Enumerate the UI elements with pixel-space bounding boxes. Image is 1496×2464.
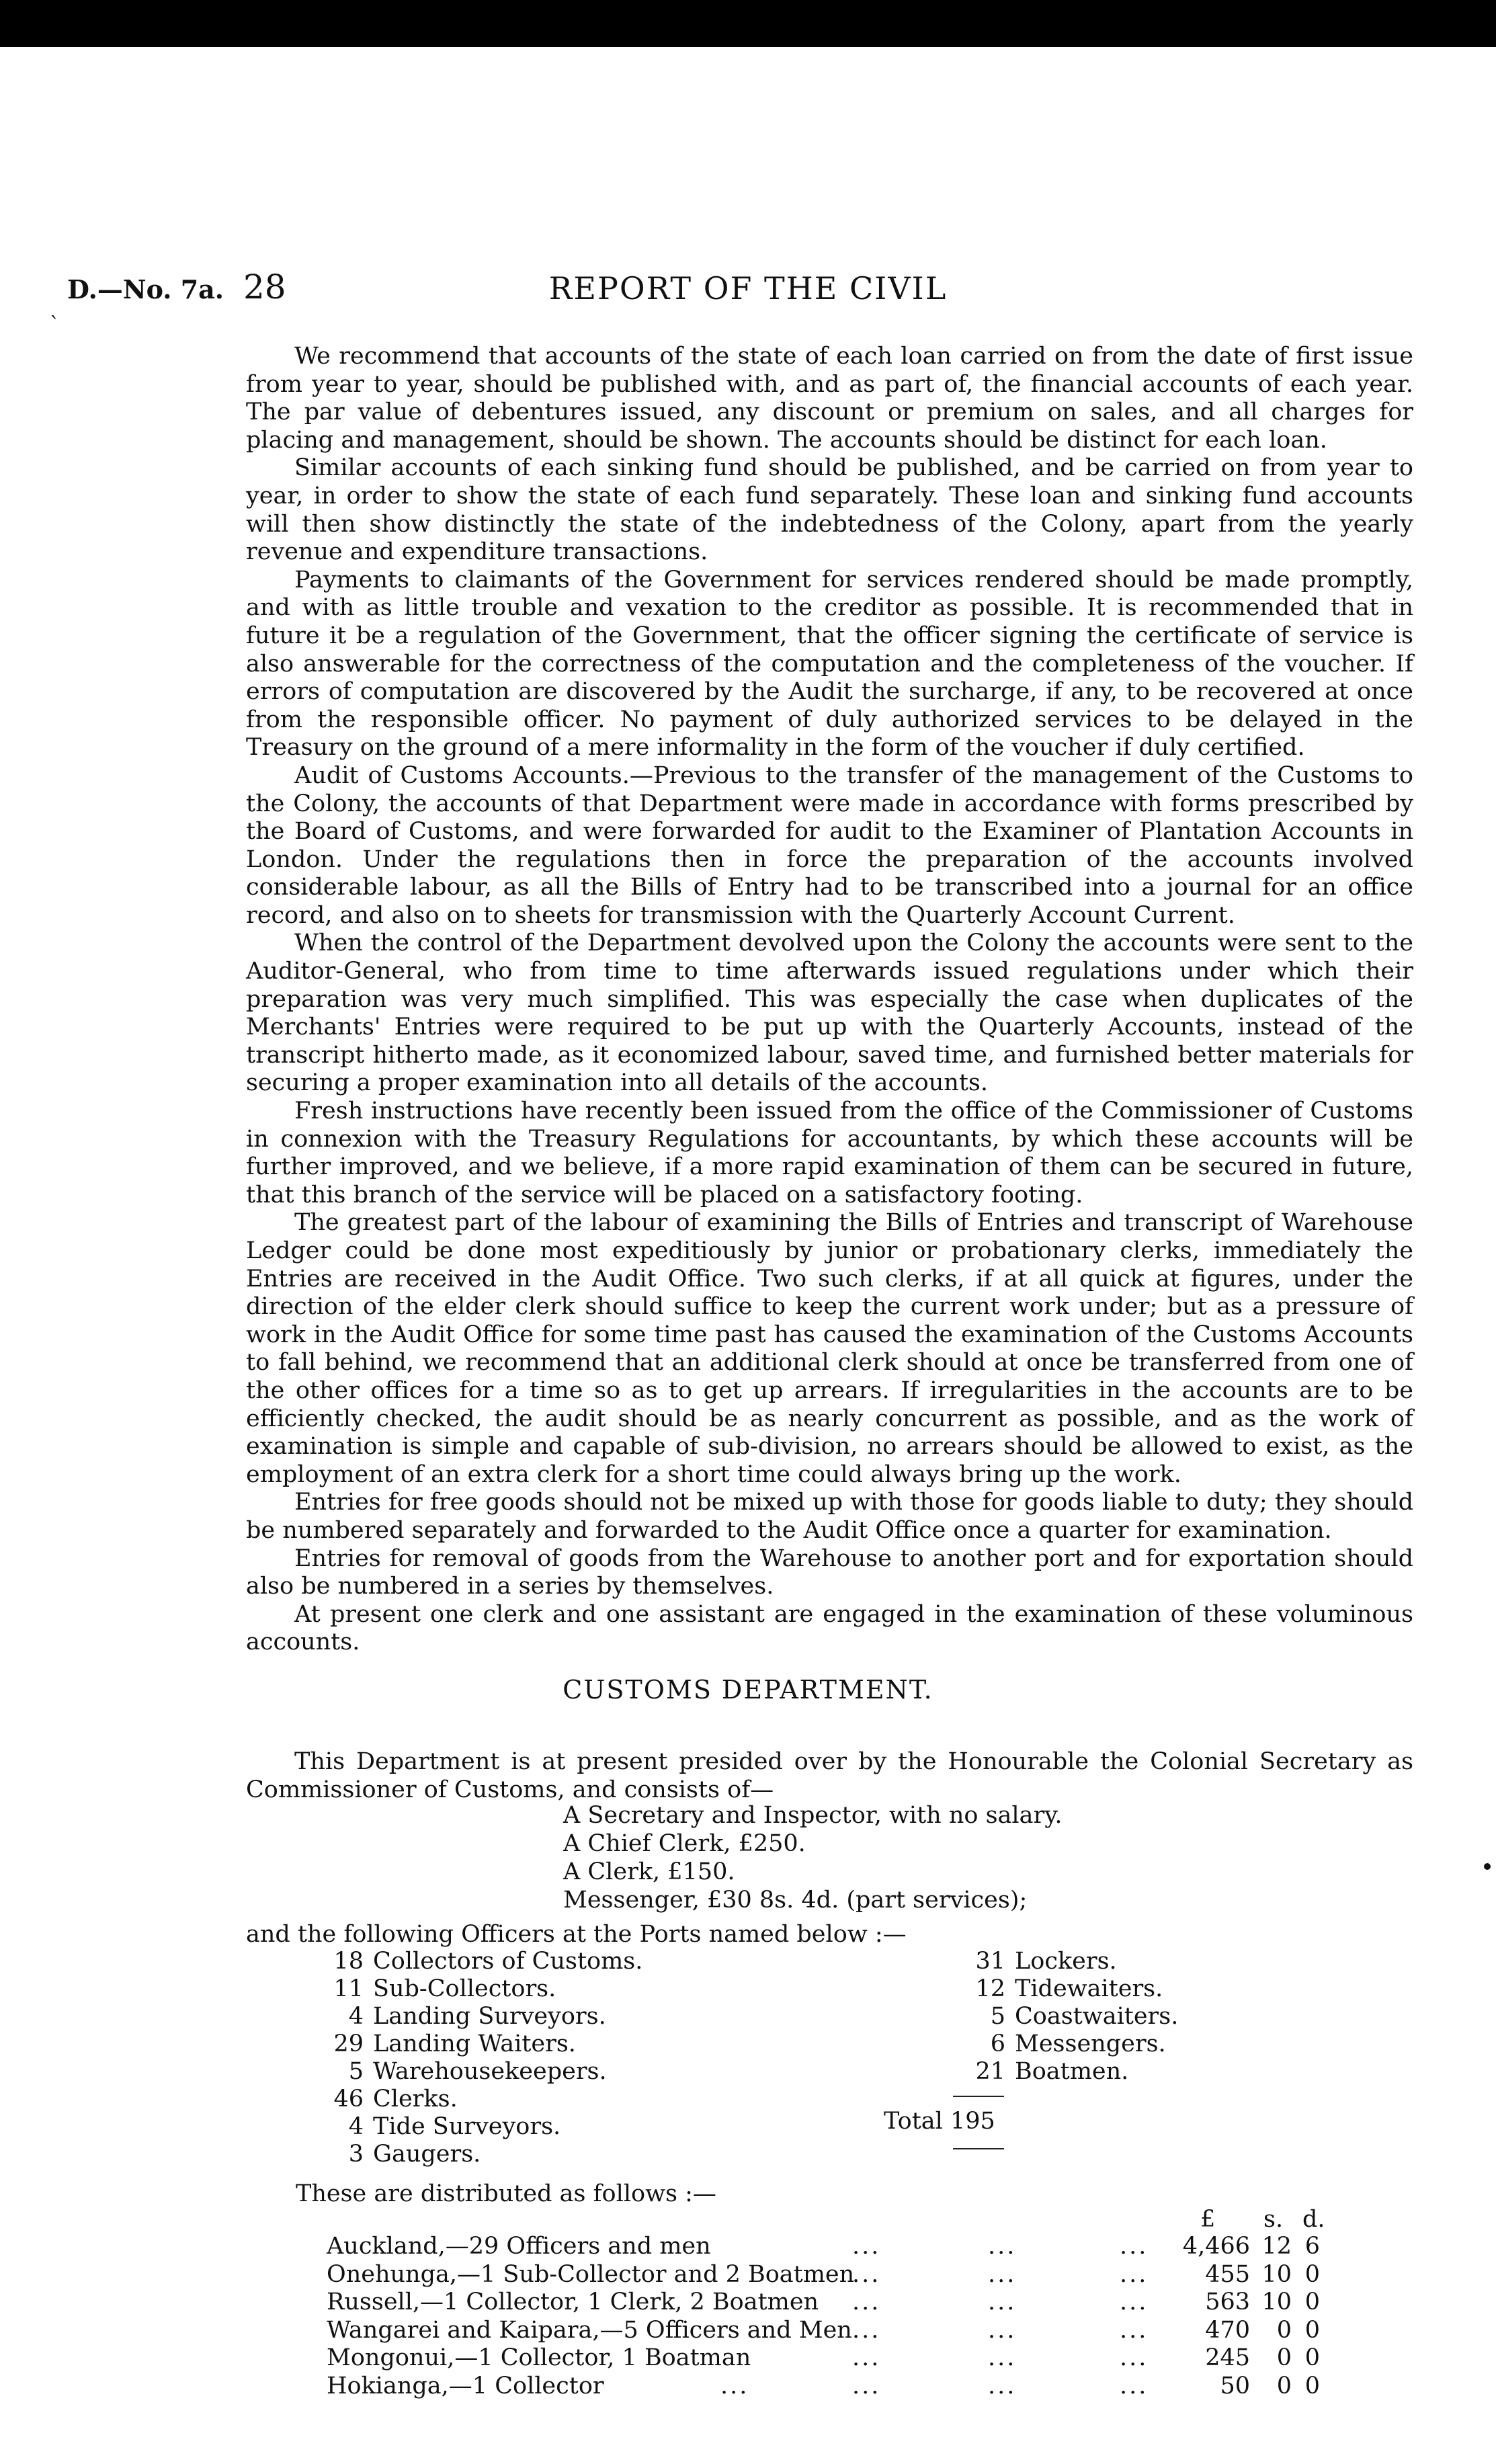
- officers-left-column: [306, 1948, 642, 2168]
- officer-row: 3 Gaugers.: [348, 2141, 481, 2168]
- customs-intro: This Department is at present presided over by the Honourable the Colonial Secretary as Commissioner of Customs, and consists of—: [246, 1748, 1413, 1803]
- officer-row: 5 Warehousekeepers.: [348, 2058, 607, 2085]
- paragraph: Audit of Customs Accounts.—Previous to the transfer of the management of the Customs to the Colony, the accounts of that Department were made in accordance with forms prescribed by the Board of Customs, and were forwarded for audit to the Examiner of Plantation Accounts in London. Under the regulations then in force the preparation of the accounts involved considerable labour, as all the Bills of Entry had to be transcribed into a journal for an office record, and also on to sheets for transmission with the Quarterly Account Current.: [246, 762, 1413, 929]
- officer-row: 29 Landing Waiters.: [333, 2030, 576, 2057]
- officers-right-column: [948, 1948, 1178, 2086]
- total-rule-bottom: [953, 2148, 1004, 2149]
- distribution-row: Russell,—1 Collector, 1 Clerk, 2 Boatmen ... ... ... 563 10 0: [327, 2289, 1320, 2315]
- paragraph: Similar accounts of each sinking fund should be published, and be carried on from year to year, in order to show the state of each fund separately. These loan and sinking fund accounts will then show distinctly the state of the indebtedness of the Colony, apart from the yearly revenue and expenditure transactions.: [246, 454, 1413, 566]
- officer-row: 31 Lockers.: [975, 1948, 1117, 1975]
- staff-item: Messenger, £30 8s. 4d. (part services);: [563, 1887, 1028, 1914]
- staff-item: A Clerk, £150.: [563, 1858, 735, 1885]
- paragraph: Entries for free goods should not be mixed up with those for goods liable to duty; they should be numbered separately and forwarded to the Audit Office once a quarter for examination.: [246, 1489, 1413, 1544]
- pounds-header: £: [1200, 2206, 1216, 2233]
- officer-row: 4 Landing Surveyors.: [348, 2003, 606, 2030]
- scan-top-border: [0, 0, 1496, 47]
- officer-row: 46 Clerks.: [333, 2086, 458, 2112]
- staff-item: A Secretary and Inspector, with no salary.: [563, 1802, 1063, 1829]
- scan-dot: [1484, 1863, 1491, 1870]
- officer-row: 11 Sub-Collectors.: [333, 1975, 556, 2002]
- total-rule-top: [953, 2096, 1004, 2097]
- staff-item: A Chief Clerk, £250.: [563, 1830, 806, 1857]
- officer-row: 18 Collectors of Customs.: [333, 1948, 643, 1975]
- page-header: [0, 268, 1496, 315]
- scan-mark: `: [50, 313, 60, 337]
- paragraph: We recommend that accounts of the state of each loan carried on from the date of first issue from year to year, should be published with, and as part of, the financial accounts of each year. The par value of debentures issued, any discount or premium on sales, and all charges for placing and management, should be shown. The accounts should be distinct for each loan.: [246, 343, 1413, 454]
- officer-row: 12 Tidewaiters.: [975, 1975, 1163, 2002]
- officer-row: 6 Messengers.: [990, 2030, 1166, 2057]
- paragraph: The greatest part of the labour of examining the Bills of Entries and transcript of Warehouse Ledger could be done most expeditiously by junior or probationary clerks, immediately the Entries are received in the Audit Office. Two such clerks, if at all quick at figures, under the direction of the elder clerk should suffice to keep the current work under; but as a pressure of work in the Audit Office for some time past has caused the examination of the Customs Accounts to fall behind, we recommend that an additional clerk should at once be transferred from one of the other offices for a time so as to get up arrears. If irregularities in the accounts are to be efficiently checked, the audit should be as nearly concurrent as possible, and as the work of examination is simple and capable of sub-division, no arrears should be allowed to exist, as the employment of an extra clerk for a short time could always bring up the work.: [246, 1209, 1413, 1488]
- section-heading: CUSTOMS DEPARTMENT.: [563, 1675, 933, 1705]
- running-title: REPORT OF THE CIVIL: [548, 270, 948, 306]
- paragraph: Payments to claimants of the Government for services rendered should be made promptly, and with as little trouble and vexation to the creditor as possible. It is recommended that in future it be a regulation of the Government, that the officer signing the certificate of service is also answerable for the correctness of the computation and the completeness of the voucher. If errors of computation are discovered by the Audit the surcharge, if any, to be recovered at once from the responsible officer. No payment of duly authorized services to be delayed in the Treasury on the ground of a mere informality in the form of the voucher if duly certified.: [246, 566, 1413, 762]
- page-number: 28: [243, 268, 286, 306]
- pence-header: d.: [1302, 2206, 1325, 2233]
- paragraph: Fresh instructions have recently been issued from the office of the Commissioner of Customs in connexion with the Treasury Regulations for accountants, by which these accounts will be further improved, and we believe, if a more rapid examination of them can be secured in future, that this branch of the service will be placed on a satisfactory footing.: [246, 1098, 1413, 1208]
- distribution-row: Mongonui,—1 Collector, 1 Boatman ... ... ... 245 0 0: [327, 2344, 1320, 2371]
- paragraph: At present one clerk and one assistant are engaged in the examination of these voluminous accounts.: [246, 1600, 1413, 1656]
- officer-row: 4 Tide Surveyors.: [348, 2113, 561, 2140]
- document-reference: D.—No. 7a.: [67, 274, 224, 304]
- officer-row: 21 Boatmen.: [975, 2058, 1129, 2085]
- paragraph: Entries for removal of goods from the Warehouse to another port and for exportation should also be numbered in a series by themselves.: [246, 1545, 1413, 1600]
- officers-lead: and the following Officers at the Ports named below :—: [246, 1921, 907, 1948]
- paragraph: When the control of the Department devolved upon the Colony the accounts were sent to the Auditor-General, who from time to time afterwards issued regulations under which their preparation was very much simplified. This was especially the case when duplicates of the Merchants' Entries were required to be put up with the Quarterly Accounts, instead of the transcript hitherto made, as it economized labour, saved time, and furnished better materials for securing a proper examination into all details of the accounts.: [246, 930, 1413, 1097]
- distribution-row: Onehunga,—1 Sub-Collector and 2 Boatmen ... ... ... 455 10 0: [327, 2260, 1320, 2288]
- distribution-lead: These are distributed as follows :—: [296, 2180, 716, 2207]
- officer-row: 5 Coastwaiters.: [990, 2003, 1179, 2030]
- staff-list: [563, 1801, 1062, 1914]
- distribution-row: Wangarei and Kaipara,—5 Officers and Men ... ... ... 470 0 0: [327, 2316, 1320, 2344]
- report-body: [246, 343, 1413, 1657]
- distribution-row: Hokianga,—1 Collector ... ... ... ... 50 0 0: [327, 2372, 1320, 2399]
- officers-total: Total 195: [884, 2108, 995, 2135]
- distribution-row: Auckland,—29 Officers and men ... ... ... 4,466 12 6: [327, 2233, 1320, 2260]
- distribution-table: [327, 2233, 1335, 2400]
- shillings-header: s.: [1263, 2206, 1284, 2233]
